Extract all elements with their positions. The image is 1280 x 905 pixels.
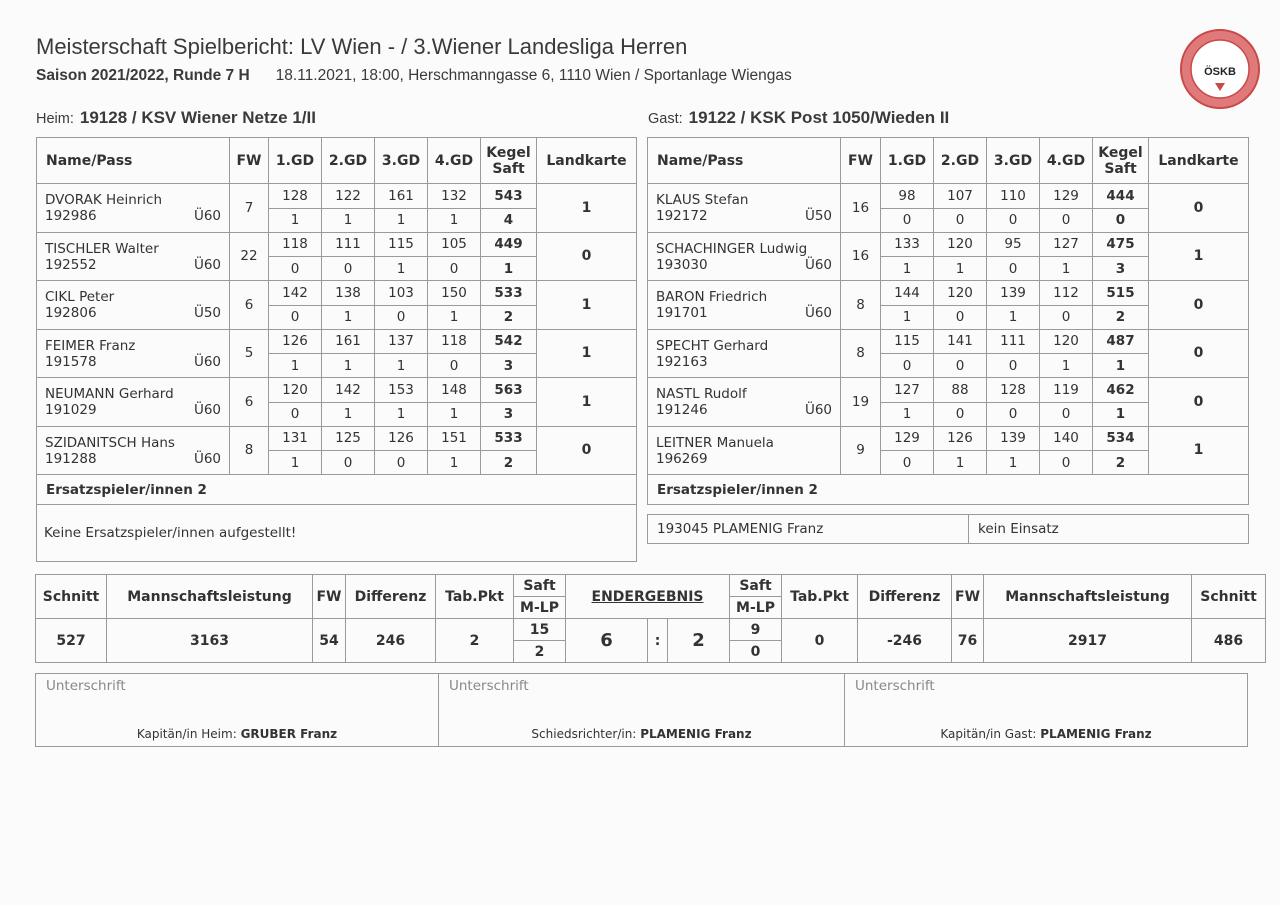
set-point: 1 xyxy=(934,451,987,475)
landkarte-value: 1 xyxy=(1149,426,1249,475)
endergebnis-label: ENDERGEBNIS xyxy=(566,575,730,619)
home-diff: 246 xyxy=(346,619,436,663)
home-mlp: 2 xyxy=(514,641,566,663)
saft-total: 2 xyxy=(1093,305,1149,329)
col-gd4: 4.GD xyxy=(1040,138,1093,184)
set-point: 1 xyxy=(428,451,481,475)
guest-mlp-label: M-LP xyxy=(730,597,782,619)
player-pass: 192172 Ü50 xyxy=(648,208,841,232)
home-fw-label: FW xyxy=(313,575,346,619)
kegel-total: 449 xyxy=(481,232,537,257)
set-point: 1 xyxy=(322,354,375,378)
home-schnitt-label: Schnitt xyxy=(36,575,107,619)
signature-guest-captain[interactable]: Unterschrift Kapitän/in Gast: PLAMENIG Franz xyxy=(844,673,1248,747)
guest-mlp: 0 xyxy=(730,641,782,663)
saft-total: 3 xyxy=(1093,257,1149,281)
set-point: 1 xyxy=(375,354,428,378)
player-fw: 6 xyxy=(230,378,269,427)
player-name: SCHACHINGER Ludwig xyxy=(648,232,841,257)
set-point: 0 xyxy=(1040,208,1093,232)
age-class: Ü50 xyxy=(193,305,221,321)
set-point: 1 xyxy=(322,402,375,426)
game-score: 115 xyxy=(881,329,934,354)
game-score: 126 xyxy=(375,426,428,451)
home-team-line xyxy=(36,108,316,128)
set-point: 0 xyxy=(428,354,481,378)
home-label: Heim: xyxy=(36,111,74,127)
game-score: 139 xyxy=(987,281,1040,306)
game-score: 115 xyxy=(375,232,428,257)
game-score: 126 xyxy=(934,426,987,451)
age-class: Ü60 xyxy=(193,208,221,224)
landkarte-value: 0 xyxy=(1149,378,1249,427)
kegel-total: 543 xyxy=(481,184,537,209)
report-title: Meisterschaft Spielbericht: LV Wien - / 3.Wiener Landesliga Herren xyxy=(36,34,688,59)
home-schnitt: 527 xyxy=(36,619,107,663)
age-class: Ü60 xyxy=(804,305,832,321)
player-fw: 6 xyxy=(230,281,269,330)
guest-schnitt-label: Schnitt xyxy=(1192,575,1266,619)
kegel-total: 542 xyxy=(481,329,537,354)
player-row xyxy=(648,281,1249,306)
guest-saft-label: Saft xyxy=(730,575,782,597)
guest-fw: 76 xyxy=(952,619,984,663)
player-pass: 191578 Ü60 xyxy=(37,354,230,378)
player-pass: 192806 Ü50 xyxy=(37,305,230,329)
player-name: DVORAK Heinrich xyxy=(37,184,230,209)
home-fw: 54 xyxy=(313,619,346,663)
landkarte-value: 1 xyxy=(537,378,637,427)
season-round: Saison 2021/2022, Runde 7 H xyxy=(36,67,250,84)
age-class: Ü50 xyxy=(804,208,832,224)
saft-total: 3 xyxy=(481,402,537,426)
set-point: 0 xyxy=(269,402,322,426)
game-score: 119 xyxy=(1040,378,1093,403)
player-fw: 8 xyxy=(230,426,269,475)
game-score: 150 xyxy=(428,281,481,306)
game-score: 133 xyxy=(881,232,934,257)
player-fw: 9 xyxy=(841,426,881,475)
signature-label: Unterschrift xyxy=(46,678,126,694)
age-class: Ü60 xyxy=(193,256,221,273)
game-score: 118 xyxy=(269,232,322,257)
set-point: 0 xyxy=(987,208,1040,232)
set-point: 0 xyxy=(987,257,1040,281)
set-point: 1 xyxy=(375,208,428,232)
player-fw: 19 xyxy=(841,378,881,427)
guest-label: Gast: xyxy=(648,111,683,127)
game-score: 153 xyxy=(375,378,428,403)
landkarte-value: 1 xyxy=(537,329,637,378)
kegel-total: 515 xyxy=(1093,281,1149,306)
match-details: 18.11.2021, 18:00, Herschmanngasse 6, 1110 Wien / Sportanlage Wiengas xyxy=(275,67,792,84)
col-fw: FW xyxy=(841,138,881,184)
player-pass: 191288 Ü60 xyxy=(37,451,230,475)
set-point: 0 xyxy=(934,208,987,232)
set-point: 0 xyxy=(428,257,481,281)
player-name: SPECHT Gerhard xyxy=(648,329,841,354)
set-point: 1 xyxy=(1040,257,1093,281)
age-class: Ü60 xyxy=(193,402,221,418)
saft-total: 0 xyxy=(1093,208,1149,232)
set-point: 1 xyxy=(375,402,428,426)
guest-players-table xyxy=(647,137,1249,505)
saft-total: 2 xyxy=(481,451,537,475)
game-score: 98 xyxy=(881,184,934,209)
player-pass: 192552 Ü60 xyxy=(37,257,230,281)
game-score: 161 xyxy=(375,184,428,209)
game-score: 141 xyxy=(934,329,987,354)
player-fw: 8 xyxy=(841,329,881,378)
set-point: 0 xyxy=(934,402,987,426)
kegel-total: 533 xyxy=(481,281,537,306)
set-point: 0 xyxy=(881,451,934,475)
signature-label: Unterschrift xyxy=(449,678,529,694)
player-fw: 5 xyxy=(230,329,269,378)
home-tab-label: Tab.Pkt xyxy=(436,575,514,619)
saft-total: 4 xyxy=(481,208,537,232)
saft-total: 2 xyxy=(481,305,537,329)
kegel-total: 533 xyxy=(481,426,537,451)
home-saft-label: Saft xyxy=(514,575,566,597)
player-row xyxy=(648,426,1249,451)
player-row xyxy=(37,378,637,403)
player-fw: 16 xyxy=(841,184,881,233)
home-leistung: 3163 xyxy=(107,619,313,663)
player-name: TISCHLER Walter xyxy=(37,232,230,257)
col-gd3: 3.GD xyxy=(987,138,1040,184)
player-row xyxy=(37,281,637,306)
col-landkarte: Landkarte xyxy=(537,138,637,184)
set-point: 1 xyxy=(428,402,481,426)
set-point: 0 xyxy=(269,305,322,329)
game-score: 140 xyxy=(1040,426,1093,451)
set-point: 1 xyxy=(881,257,934,281)
game-score: 122 xyxy=(322,184,375,209)
player-pass: 193030 Ü60 xyxy=(648,257,841,281)
age-class: Ü60 xyxy=(193,353,221,370)
game-score: 111 xyxy=(322,232,375,257)
set-point: 0 xyxy=(375,451,428,475)
set-point: 0 xyxy=(322,451,375,475)
game-score: 107 xyxy=(934,184,987,209)
guest-final-score: 2 xyxy=(668,619,730,663)
kegel-total: 462 xyxy=(1093,378,1149,403)
game-score: 142 xyxy=(269,281,322,306)
player-row xyxy=(37,329,637,354)
game-score: 138 xyxy=(322,281,375,306)
home-diff-label: Differenz xyxy=(346,575,436,619)
set-point: 0 xyxy=(1040,402,1093,426)
set-point: 1 xyxy=(1040,354,1093,378)
kegel-total: 487 xyxy=(1093,329,1149,354)
guest-diff-label: Differenz xyxy=(858,575,952,619)
saft-total: 1 xyxy=(1093,354,1149,378)
home-subs-header: Ersatzspieler/innen 2 xyxy=(37,475,637,505)
player-name: SZIDANITSCH Hans xyxy=(37,426,230,451)
col-gd4: 4.GD xyxy=(428,138,481,184)
player-row xyxy=(648,378,1249,403)
game-score: 95 xyxy=(987,232,1040,257)
col-name-pass: Name/Pass xyxy=(648,138,841,184)
player-name: LEITNER Manuela xyxy=(648,426,841,451)
saft-total: 1 xyxy=(1093,402,1149,426)
player-pass: 196269 xyxy=(648,451,841,475)
result-table xyxy=(35,574,1266,663)
player-fw: 16 xyxy=(841,232,881,281)
game-score: 129 xyxy=(881,426,934,451)
game-score: 103 xyxy=(375,281,428,306)
home-mlp-label: M-LP xyxy=(514,597,566,619)
oeskb-logo xyxy=(1179,28,1261,110)
kegel-total: 534 xyxy=(1093,426,1149,451)
col-gd2: 2.GD xyxy=(322,138,375,184)
guest-sub-status: kein Einsatz xyxy=(969,515,1249,544)
set-point: 0 xyxy=(881,208,934,232)
player-row xyxy=(37,184,637,209)
game-score: 88 xyxy=(934,378,987,403)
landkarte-value: 0 xyxy=(1149,281,1249,330)
set-point: 1 xyxy=(269,354,322,378)
col-fw: FW xyxy=(230,138,269,184)
col-gd3: 3.GD xyxy=(375,138,428,184)
set-point: 1 xyxy=(322,305,375,329)
home-leistung-label: Mannschaftsleistung xyxy=(107,575,313,619)
guest-saft: 9 xyxy=(730,619,782,641)
game-score: 151 xyxy=(428,426,481,451)
landkarte-value: 0 xyxy=(537,232,637,281)
set-point: 1 xyxy=(987,305,1040,329)
set-point: 0 xyxy=(934,354,987,378)
set-point: 1 xyxy=(269,208,322,232)
home-subs-text: Keine Ersatzspieler/innen aufgestellt! xyxy=(37,505,637,562)
kegel-total: 475 xyxy=(1093,232,1149,257)
player-fw: 7 xyxy=(230,184,269,233)
game-score: 120 xyxy=(1040,329,1093,354)
player-row xyxy=(648,329,1249,354)
game-score: 120 xyxy=(934,232,987,257)
game-score: 118 xyxy=(428,329,481,354)
signature-referee[interactable]: Unterschrift Schiedsrichter/in: PLAMENIG Franz xyxy=(438,673,845,747)
set-point: 1 xyxy=(881,402,934,426)
player-row xyxy=(37,232,637,257)
age-class: Ü60 xyxy=(804,256,832,273)
set-point: 0 xyxy=(987,354,1040,378)
set-point: 1 xyxy=(428,208,481,232)
guest-sub-player: 193045 PLAMENIG Franz xyxy=(648,515,969,544)
kegel-total: 444 xyxy=(1093,184,1149,209)
guest-schnitt: 486 xyxy=(1192,619,1266,663)
set-point: 1 xyxy=(934,257,987,281)
saft-total: 1 xyxy=(481,257,537,281)
score-separator: : xyxy=(648,619,668,663)
saft-total: 3 xyxy=(481,354,537,378)
set-point: 0 xyxy=(375,305,428,329)
set-point: 1 xyxy=(987,451,1040,475)
col-gd2: 2.GD xyxy=(934,138,987,184)
guest-tab: 0 xyxy=(782,619,858,663)
guest-team-name: 19122 / KSK Post 1050/Wieden II xyxy=(688,108,950,127)
kegel-total: 563 xyxy=(481,378,537,403)
col-landkarte: Landkarte xyxy=(1149,138,1249,184)
logo-text: ÖSKB xyxy=(1204,66,1236,78)
player-pass: 191701 Ü60 xyxy=(648,305,841,329)
set-point: 0 xyxy=(1040,305,1093,329)
col-name-pass: Name/Pass xyxy=(37,138,230,184)
landkarte-value: 1 xyxy=(537,281,637,330)
home-tab: 2 xyxy=(436,619,514,663)
game-score: 125 xyxy=(322,426,375,451)
game-score: 120 xyxy=(269,378,322,403)
game-score: 110 xyxy=(987,184,1040,209)
game-score: 137 xyxy=(375,329,428,354)
signature-home-captain[interactable]: Unterschrift Kapitän/in Heim: GRUBER Franz xyxy=(35,673,439,747)
game-score: 144 xyxy=(881,281,934,306)
player-row xyxy=(37,426,637,451)
home-players-table xyxy=(36,137,637,562)
player-pass: 192986 Ü60 xyxy=(37,208,230,232)
signature-label: Unterschrift xyxy=(855,678,935,694)
game-score: 128 xyxy=(987,378,1040,403)
set-point: 1 xyxy=(322,208,375,232)
report-subtitle xyxy=(36,67,792,85)
landkarte-value: 0 xyxy=(1149,184,1249,233)
player-name: CIKL Peter xyxy=(37,281,230,306)
player-pass: 192163 xyxy=(648,354,841,378)
player-fw: 22 xyxy=(230,232,269,281)
set-point: 0 xyxy=(269,257,322,281)
game-score: 112 xyxy=(1040,281,1093,306)
player-pass: 191029 Ü60 xyxy=(37,402,230,426)
player-row xyxy=(648,184,1249,209)
set-point: 1 xyxy=(375,257,428,281)
set-point: 0 xyxy=(322,257,375,281)
landkarte-value: 1 xyxy=(537,184,637,233)
col-gd1: 1.GD xyxy=(881,138,934,184)
col-gd1: 1.GD xyxy=(269,138,322,184)
set-point: 1 xyxy=(881,305,934,329)
col-kegel-saft: Kegel Saft xyxy=(481,138,537,184)
game-score: 111 xyxy=(987,329,1040,354)
landkarte-value: 1 xyxy=(1149,232,1249,281)
set-point: 0 xyxy=(1040,451,1093,475)
player-name: KLAUS Stefan xyxy=(648,184,841,209)
player-fw: 8 xyxy=(841,281,881,330)
player-name: BARON Friedrich xyxy=(648,281,841,306)
game-score: 148 xyxy=(428,378,481,403)
guest-team-line xyxy=(648,108,949,128)
guest-subs-table xyxy=(647,514,1249,544)
guest-leistung-label: Mannschaftsleistung xyxy=(984,575,1192,619)
guest-diff: -246 xyxy=(858,619,952,663)
game-score: 139 xyxy=(987,426,1040,451)
game-score: 161 xyxy=(322,329,375,354)
set-point: 0 xyxy=(881,354,934,378)
game-score: 142 xyxy=(322,378,375,403)
home-saft: 15 xyxy=(514,619,566,641)
set-point: 1 xyxy=(428,305,481,329)
age-class: Ü60 xyxy=(193,450,221,467)
game-score: 129 xyxy=(1040,184,1093,209)
home-final-score: 6 xyxy=(566,619,648,663)
game-score: 120 xyxy=(934,281,987,306)
landkarte-value: 0 xyxy=(1149,329,1249,378)
home-team-name: 19128 / KSV Wiener Netze 1/II xyxy=(79,108,316,127)
game-score: 126 xyxy=(269,329,322,354)
set-point: 0 xyxy=(934,305,987,329)
player-pass: 191246 Ü60 xyxy=(648,402,841,426)
saft-total: 2 xyxy=(1093,451,1149,475)
player-name: NEUMANN Gerhard xyxy=(37,378,230,403)
age-class: Ü60 xyxy=(804,402,832,418)
game-score: 132 xyxy=(428,184,481,209)
set-point: 0 xyxy=(987,402,1040,426)
game-score: 127 xyxy=(881,378,934,403)
player-name: NASTL Rudolf xyxy=(648,378,841,403)
guest-subs-header: Ersatzspieler/innen 2 xyxy=(648,475,1249,505)
player-name: FEIMER Franz xyxy=(37,329,230,354)
landkarte-value: 0 xyxy=(537,426,637,475)
game-score: 131 xyxy=(269,426,322,451)
guest-fw-label: FW xyxy=(952,575,984,619)
set-point: 1 xyxy=(269,451,322,475)
guest-tab-label: Tab.Pkt xyxy=(782,575,858,619)
player-row xyxy=(648,232,1249,257)
game-score: 105 xyxy=(428,232,481,257)
game-score: 127 xyxy=(1040,232,1093,257)
game-score: 128 xyxy=(269,184,322,209)
col-kegel-saft: Kegel Saft xyxy=(1093,138,1149,184)
guest-leistung: 2917 xyxy=(984,619,1192,663)
